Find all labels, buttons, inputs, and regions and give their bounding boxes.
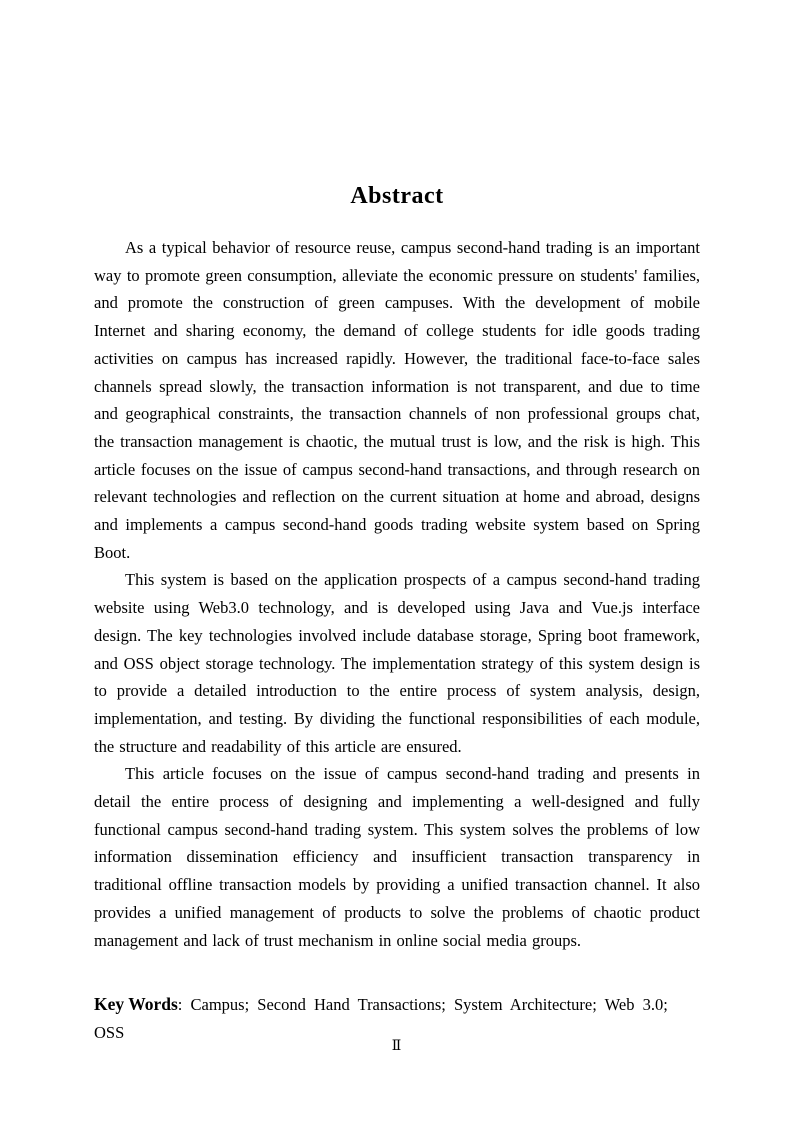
abstract-body [94,234,700,954]
page-number: Ⅱ [391,1039,402,1054]
keywords-text: : Campus; Second Hand Transactions; System Architecture; Web 3.0; OSS [94,995,668,1043]
abstract-paragraph-2: This system is based on the application prospects of a campus second-hand trading website using Web3.0 technology, and is developed using Java and Vue.js interface design. The key technologies involved include database storage, Spring boot framework, and OSS object storage technology. The implementation strategy of this system design is to provide a detailed introduction to the entire process of system analysis, design, implementation, and testing. By dividing the functional responsibilities of each module, the structure and readability of this article are ensured. [94,570,700,756]
keywords-label: Key Words [94,994,178,1015]
abstract-paragraph-1: As a typical behavior of resource reuse, campus second-hand trading is an important way to promote green consumption, alleviate the economic pressure on students' families, and promote the construction of green campuses. With the development of mobile Internet and sharing economy, the demand of college students for idle goods trading activities on campus has increased rapidly. However, the traditional face-to-face sales channels spread slowly, the transaction information is not transparent, and due to time and geographical constraints, the transaction channels of non professional groups chat, the transaction management is chaotic, the mutual trust is low, and the risk is high. This article focuses on the issue of campus second-hand transactions, and through research on relevant technologies and reflection on the current situation at home and abroad, designs and implements a campus second-hand goods trading website system based on Spring Boot. [94,238,700,562]
page-title: Abstract [350,183,444,209]
abstract-paragraph-3: This article focuses on the issue of campus second-hand trading and presents in detail the entire process of designing and implementing a well-designed and fully functional campus second-hand trading system. This system solves the problems of low information dissemination efficiency and insufficient transaction transparency in traditional offline transaction models by providing a unified transaction channel. It also provides a unified management of products to solve the problems of chaotic product management and lack of trust mechanism in online social media groups. [94,764,700,950]
